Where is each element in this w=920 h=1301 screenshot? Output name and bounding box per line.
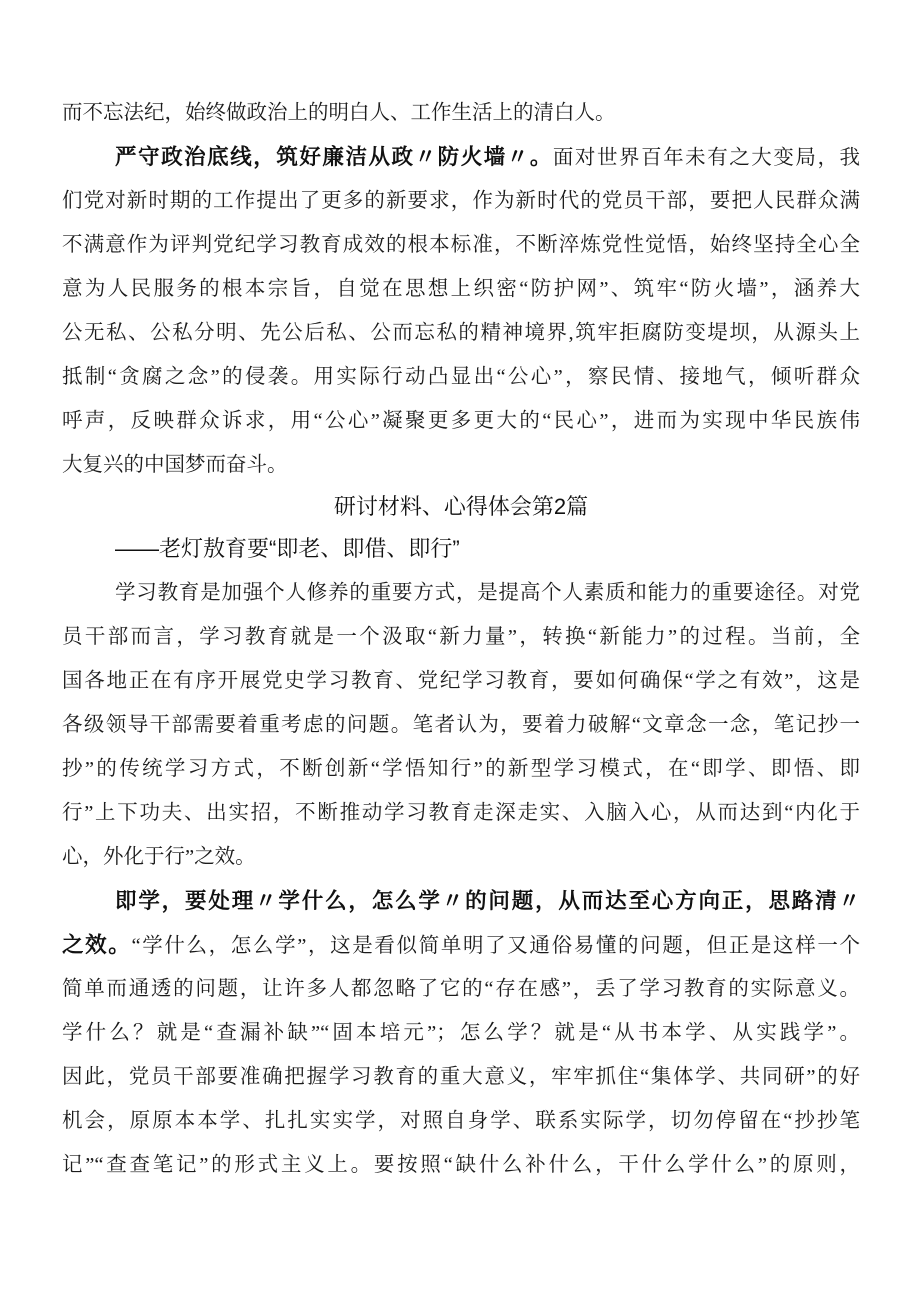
bold-lead-text: 严守政治底线，筑好廉洁从政〃防火墙〃。 xyxy=(115,145,553,169)
paragraph-line: 呼声，反映群众诉求，用“公心”凝聚更多更大的“民心”，进而为实现中华民族伟 xyxy=(62,410,860,432)
paragraph-lead-line xyxy=(115,135,860,179)
paragraph-line: 不满意作为评判党纪学习教育成效的根本标准，不断淬炼党性觉悟，始终坚持全心全 xyxy=(62,234,860,256)
paragraph-text: 面对世界百年未有之大变局，我 xyxy=(552,147,860,169)
paragraph-text: “学什么，怎么学”，这是看似简单明了又通俗易懂的问题，但正是这样一个 xyxy=(131,935,860,957)
paragraph-line: 大复兴的中国梦而奋斗。 xyxy=(62,454,288,476)
paragraph-lead-line xyxy=(62,923,860,967)
paragraph-line: 而不忘法纪，始终做政治上的明白人、工作生活上的清白人。 xyxy=(62,102,616,124)
paragraph-line: 行”上下功夫、出实招，不断推动学习教育走深走实、入脑入心，从而达到“内化于 xyxy=(62,802,860,824)
bold-lead-text: 之效。 xyxy=(62,933,132,957)
paragraph-line: 学习教育是加强个人修养的重要方式，是提高个人素质和能力的重要途径。对党 xyxy=(115,582,860,604)
paragraph-line: 记”“查查笔记”的形式主义上。要按照“缺什么补什么，干什么学什么”的原则， xyxy=(62,1154,860,1176)
article-title: 研讨材料、心得体会第2篇 xyxy=(333,494,589,519)
paragraph-line: 们党对新时期的工作提出了更多的新要求，作为新时代的党员干部，要把人民群众满 xyxy=(62,190,860,212)
paragraph-line: 简单而通透的问题，让许多人都忽略了它的“存在感”，丢了学习教育的实际意义。 xyxy=(62,978,860,1000)
paragraph-line: 公无私、公私分明、先公后私、公而忘私的精神境界,筑牢拒腐防变堤坝，从源头上 xyxy=(62,322,860,344)
paragraph-line: 意为人民服务的根本宗旨，自觉在思想上织密“防护网”、筑牢“防火墙”，涵养大 xyxy=(62,278,860,300)
paragraph-line: 机会，原原本本学、扎扎实实学，对照自身学、联系实际学，切勿停留在“抄抄笔 xyxy=(62,1110,860,1132)
paragraph-line: 学什么？就是“查漏补缺”“固本培元”；怎么学？就是“从书本学、从实践学”。 xyxy=(62,1022,860,1044)
paragraph-line: 国各地正在有序开展党史学习教育、党纪学习教育，要如何确保“学之有效”，这是 xyxy=(62,670,860,692)
paragraph-line: 抵制“贪腐之念”的侵袭。用实际行动凸显出“公心”，察民情、接地气，倾听群众 xyxy=(62,366,860,388)
paragraph-line: 各级领导干部需要着重考虑的问题。笔者认为，要着力破解“文章念一念，笔记抄一 xyxy=(62,714,860,736)
paragraph-line: 员干部而言，学习教育就是一个汲取“新力量”，转换“新能力”的过程。当前，全 xyxy=(62,626,860,648)
article-subtitle: ——老灯敖育要“即老、即借、即行” xyxy=(115,536,460,561)
paragraph-line: 因此，党员干部要准确把握学习教育的重大意义，牢牢抓住“集体学、共同研”的好 xyxy=(62,1066,860,1088)
bold-lead-line: 即学，要处理〃学什么，怎么学〃的问题，从而达至心方向正，思路清〃 xyxy=(115,889,860,913)
paragraph-line: 抄”的传统学习方式，不断创新“学悟知行”的新型学习模式，在“即学、即悟、即 xyxy=(62,758,860,780)
paragraph-line: 心，外化于行”之效。 xyxy=(62,846,256,868)
